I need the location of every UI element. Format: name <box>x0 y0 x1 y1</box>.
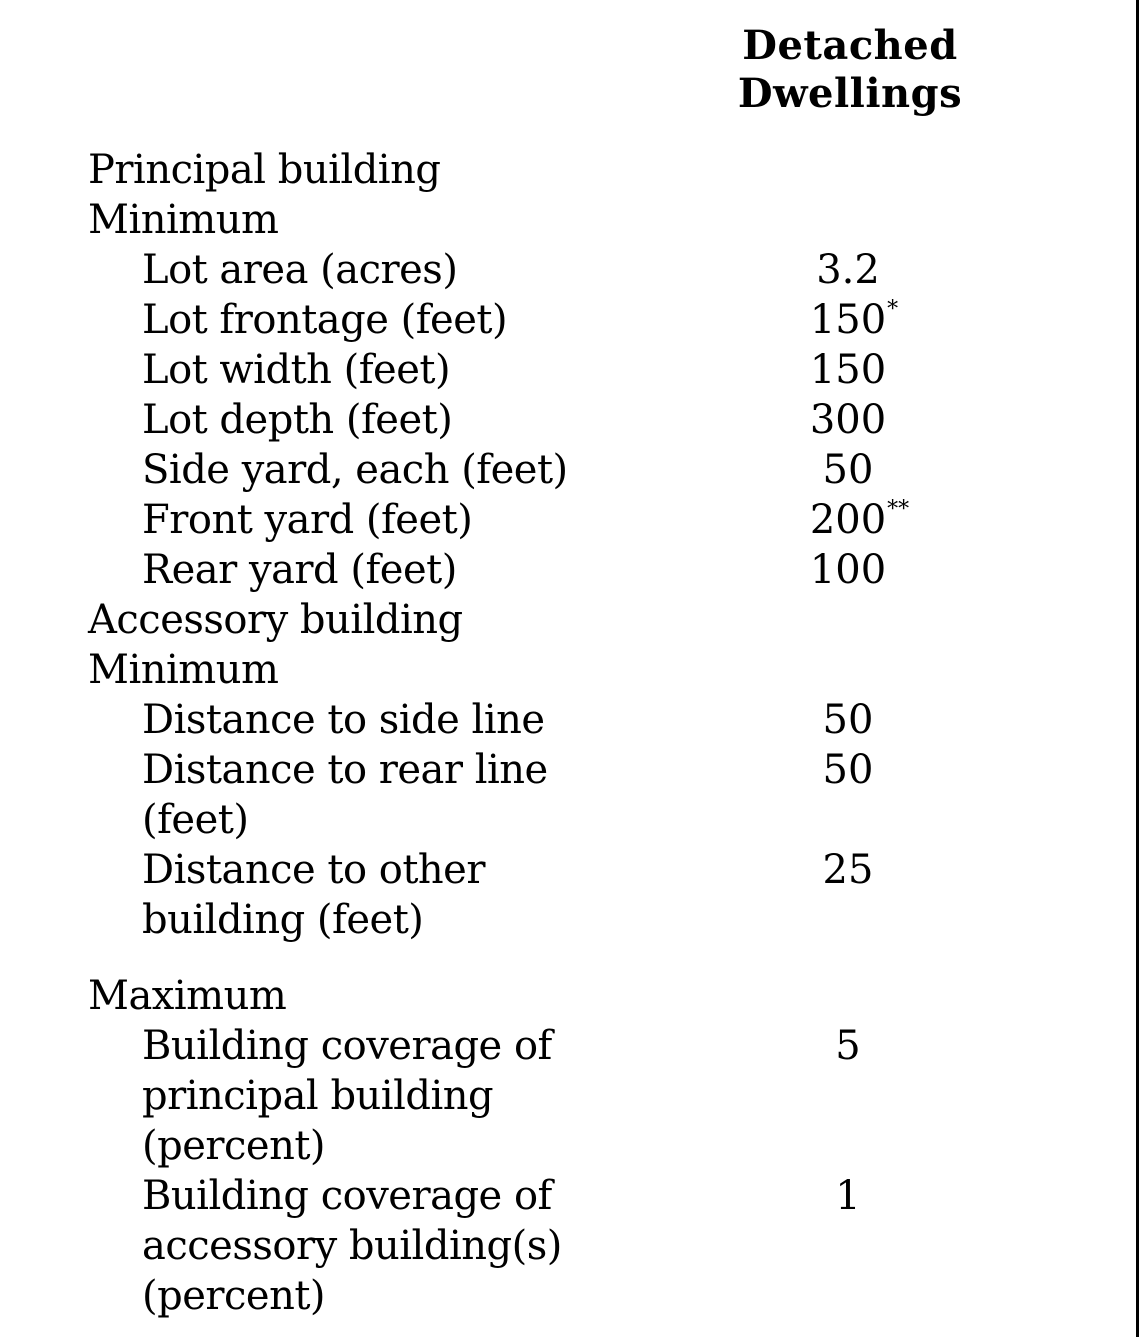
table-row <box>88 545 1038 595</box>
row-label: Front yard (feet) <box>142 497 473 543</box>
row-value: 50 <box>822 747 874 793</box>
table-row <box>88 971 1038 1021</box>
row-value: 50 <box>822 697 874 743</box>
table-row <box>88 245 1038 295</box>
table-row <box>88 295 1038 345</box>
row-value: 50 <box>822 447 874 493</box>
row-label: Rear yard (feet) <box>142 547 457 593</box>
row-value: 150 <box>809 347 887 393</box>
row-value: 300 <box>809 397 887 443</box>
row-value: 5 <box>835 1023 861 1069</box>
column-header-line-1: Detached <box>742 22 958 69</box>
table-row <box>88 195 1038 245</box>
table-row <box>88 345 1038 395</box>
table-row <box>88 1271 1038 1321</box>
row-label: Maximum <box>88 973 287 1019</box>
table-row <box>88 745 1038 795</box>
row-label: Lot width (feet) <box>142 347 451 393</box>
column-header-line-2: Dwellings <box>737 70 963 117</box>
footnote-mark: ** <box>887 497 910 522</box>
row-value: 25 <box>822 847 874 893</box>
row-label: (percent) <box>142 1273 326 1319</box>
row-label: principal building <box>142 1073 494 1119</box>
row-value: 100 <box>809 547 887 593</box>
table-row <box>88 845 1038 895</box>
row-label: Minimum <box>88 197 279 243</box>
row-label: Building coverage of <box>142 1023 552 1069</box>
row-label: Principal building <box>88 147 441 193</box>
table-row <box>88 1171 1038 1221</box>
table-row <box>88 1221 1038 1271</box>
table-row <box>88 1071 1038 1121</box>
table-row <box>88 445 1038 495</box>
row-label: building (feet) <box>142 897 424 943</box>
row-label: Accessory building <box>88 597 463 643</box>
table-row <box>88 395 1038 445</box>
row-label: accessory building(s) <box>142 1223 562 1269</box>
row-label: Lot frontage (feet) <box>142 297 508 343</box>
table-row <box>88 145 1038 195</box>
row-value: 3.2 <box>816 247 880 293</box>
table-row <box>88 495 1038 545</box>
table-row <box>88 695 1038 745</box>
row-label: Minimum <box>88 647 279 693</box>
table-row <box>88 895 1038 945</box>
row-label: Lot area (acres) <box>142 247 458 293</box>
row-label: Distance to other <box>142 847 485 893</box>
row-label: Distance to side line <box>142 697 545 743</box>
row-value: 1 <box>835 1173 861 1219</box>
row-label: (feet) <box>142 797 249 843</box>
table-row <box>88 645 1038 695</box>
requirements-table <box>88 145 1038 1321</box>
row-value: 200 ** <box>809 497 910 543</box>
row-label: Building coverage of <box>142 1173 552 1219</box>
column-header <box>700 22 1000 118</box>
table-row <box>88 795 1038 845</box>
row-label: Lot depth (feet) <box>142 397 453 443</box>
row-label: (percent) <box>142 1123 326 1169</box>
table-row <box>88 1121 1038 1171</box>
table-row <box>88 595 1038 645</box>
row-value: 150 * <box>809 297 899 343</box>
row-label: Side yard, each (feet) <box>142 447 568 493</box>
footnote-mark: * <box>887 297 899 322</box>
row-label: Distance to rear line <box>142 747 548 793</box>
table-row <box>88 1021 1038 1071</box>
